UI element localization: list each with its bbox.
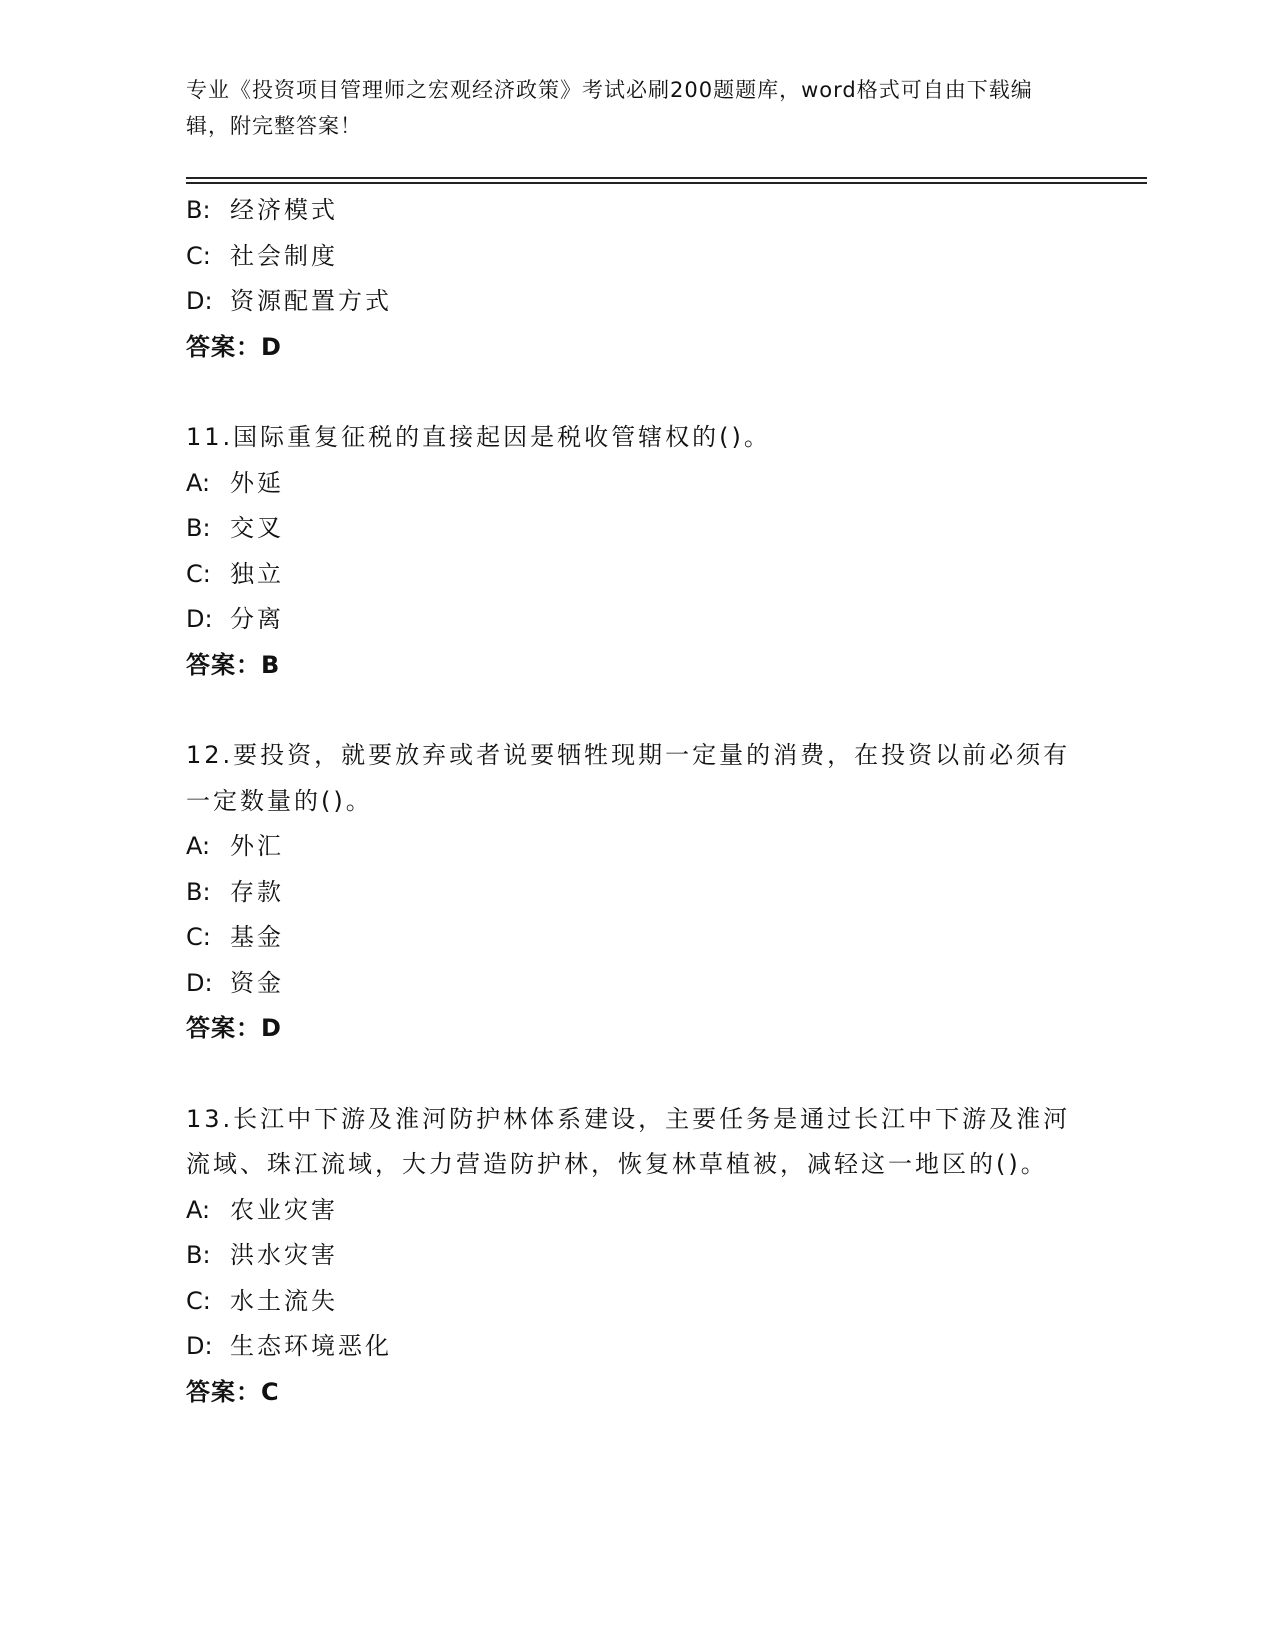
option-c: C: 水土流失: [186, 1286, 338, 1315]
option-b: B: 交叉: [186, 514, 284, 542]
option-a: A: 外汇: [186, 832, 284, 860]
document-header: 专业《投资项目管理师之宏观经济政策》考试必刷200题题库，word格式可自由下载编辑，附完整答案！: [186, 78, 1033, 138]
option-b: B: 洪水灾害: [186, 1241, 338, 1269]
option-a: A: 农业灾害: [186, 1195, 338, 1224]
option-d: D: 生态环境恶化: [186, 1332, 392, 1360]
answer: 答案：D: [186, 1014, 282, 1042]
option-c: C: 基金: [186, 923, 284, 951]
question-stem: 13.长江中下游及淮河防护林体系建设，主要任务是通过长江中下游及淮河流域、珠江流域，大力营造防护林，恢复林草植被，减轻这一地区的()。: [186, 1104, 1071, 1178]
question-stem: 11.国际重复征税的直接起因是税收管辖权的()。: [186, 423, 771, 451]
answer: 答案：D: [186, 332, 282, 361]
question-12: [186, 733, 1086, 1052]
answer: 答案：C: [186, 1377, 280, 1406]
document-body: [186, 188, 1086, 1415]
question-11: [186, 415, 1086, 688]
question-13: [186, 1097, 1086, 1416]
option-b: B: 经济模式: [186, 196, 338, 224]
answer: 答案：B: [186, 650, 281, 679]
option-a: A: 外延: [186, 468, 284, 497]
option-d: D: 资源配置方式: [186, 287, 392, 315]
option-d: D: 资金: [186, 968, 284, 997]
header-rule-bottom: [186, 182, 1147, 184]
header-rule-top: [186, 177, 1147, 179]
question-10-continuation: [186, 188, 1086, 370]
option-b: B: 存款: [186, 877, 284, 906]
question-stem: 12.要投资，就要放弃或者说要牺牲现期一定量的消费，在投资以前必须有一定数量的()。: [186, 741, 1071, 815]
option-c: C: 社会制度: [186, 241, 338, 270]
option-d: D: 分离: [186, 605, 284, 633]
option-c: C: 独立: [186, 559, 284, 588]
